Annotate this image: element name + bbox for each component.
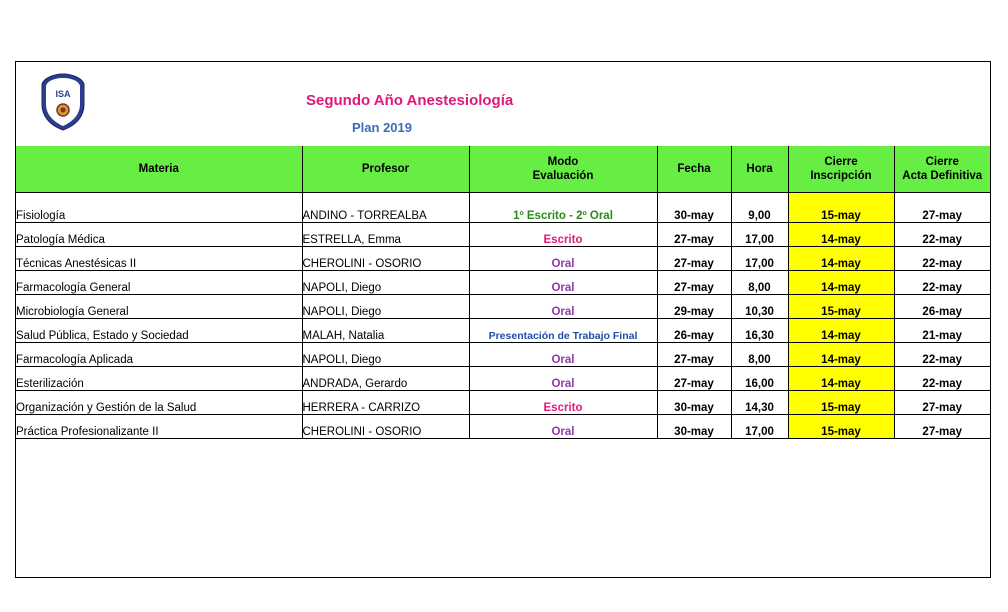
cell-hora: 17,00 [731, 223, 788, 247]
cell-cierre-inscripcion: 14-may [788, 223, 894, 247]
cell-cierre-acta: 27-may [894, 391, 990, 415]
cell-cierre-inscripcion: 15-may [788, 391, 894, 415]
cell-fecha: 27-may [657, 343, 731, 367]
cell-hora: 14,30 [731, 391, 788, 415]
cell-materia: Organización y Gestión de la Salud [16, 391, 302, 415]
cell-fecha: 30-may [657, 415, 731, 439]
column-header-materia: Materia [16, 146, 302, 193]
cell-profesor: ANDINO - TORREALBA [302, 193, 469, 223]
cell-hora: 17,00 [731, 415, 788, 439]
plan-subtitle: Plan 2019 [352, 120, 412, 135]
cell-cierre-acta: 22-may [894, 343, 990, 367]
cell-materia: Patología Médica [16, 223, 302, 247]
table-row [16, 193, 990, 223]
cell-fecha: 30-may [657, 391, 731, 415]
cell-modo-evaluacion: Escrito [469, 223, 657, 247]
cell-cierre-inscripcion: 15-may [788, 193, 894, 223]
cell-materia: Farmacología General [16, 271, 302, 295]
table-row [16, 319, 990, 343]
cell-cierre-inscripcion: 15-may [788, 295, 894, 319]
column-header-cierre-inscripcion: Cierre Inscripción [788, 146, 894, 193]
cell-fecha: 26-may [657, 319, 731, 343]
cell-modo-evaluacion: Oral [469, 343, 657, 367]
cell-cierre-acta: 27-may [894, 415, 990, 439]
cell-cierre-acta: 22-may [894, 367, 990, 391]
cell-profesor: MALAH, Natalia [302, 319, 469, 343]
cell-modo-evaluacion: Oral [469, 247, 657, 271]
cell-materia: Salud Pública, Estado y Sociedad [16, 319, 302, 343]
cell-fecha: 29-may [657, 295, 731, 319]
table-row [16, 367, 990, 391]
cell-materia: Farmacología Aplicada [16, 343, 302, 367]
table-header-row [16, 146, 990, 193]
cell-cierre-acta: 26-may [894, 295, 990, 319]
institute-logo [40, 72, 86, 132]
cell-materia: Técnicas Anestésicas II [16, 247, 302, 271]
cell-cierre-acta: 22-may [894, 247, 990, 271]
table-row [16, 391, 990, 415]
cell-profesor: CHEROLINI - OSORIO [302, 247, 469, 271]
table-row [16, 295, 990, 319]
svg-text:ISA: ISA [55, 89, 71, 99]
cell-profesor: NAPOLI, Diego [302, 271, 469, 295]
cell-materia: Fisiología [16, 193, 302, 223]
cell-hora: 17,00 [731, 247, 788, 271]
cell-profesor: ANDRADA, Gerardo [302, 367, 469, 391]
cell-hora: 8,00 [731, 271, 788, 295]
cell-modo-evaluacion: Oral [469, 415, 657, 439]
cell-profesor: NAPOLI, Diego [302, 343, 469, 367]
cell-cierre-inscripcion: 14-may [788, 343, 894, 367]
cell-modo-evaluacion: Oral [469, 367, 657, 391]
cell-cierre-inscripcion: 15-may [788, 415, 894, 439]
cell-cierre-inscripcion: 14-may [788, 271, 894, 295]
column-header-cierre-acta: Cierre Acta Definitiva [894, 146, 990, 193]
cell-fecha: 30-may [657, 193, 731, 223]
cell-hora: 10,30 [731, 295, 788, 319]
cell-cierre-acta: 22-may [894, 223, 990, 247]
page-title: Segundo Año Anestesiología [306, 92, 514, 109]
cell-cierre-acta: 21-may [894, 319, 990, 343]
cell-materia: Práctica Profesionalizante II [16, 415, 302, 439]
cell-fecha: 27-may [657, 271, 731, 295]
cell-cierre-acta: 22-may [894, 271, 990, 295]
cell-profesor: NAPOLI, Diego [302, 295, 469, 319]
cell-modo-evaluacion: Oral [469, 271, 657, 295]
column-header-fecha: Fecha [657, 146, 731, 193]
cell-modo-evaluacion: 1º Escrito - 2º Oral [469, 193, 657, 223]
column-header-modo: Modo Evaluación [469, 146, 657, 193]
cell-profesor: ESTRELLA, Emma [302, 223, 469, 247]
cell-cierre-acta: 27-may [894, 193, 990, 223]
cell-modo-evaluacion: Oral [469, 295, 657, 319]
cell-profesor: HERRERA - CARRIZO [302, 391, 469, 415]
table-row [16, 247, 990, 271]
cell-fecha: 27-may [657, 223, 731, 247]
cell-fecha: 27-may [657, 247, 731, 271]
table-row [16, 415, 990, 439]
cell-hora: 8,00 [731, 343, 788, 367]
table-row [16, 223, 990, 247]
cell-cierre-inscripcion: 14-may [788, 367, 894, 391]
cell-hora: 16,00 [731, 367, 788, 391]
cell-fecha: 27-may [657, 367, 731, 391]
cell-materia: Microbiología General [16, 295, 302, 319]
column-header-hora: Hora [731, 146, 788, 193]
cell-cierre-inscripcion: 14-may [788, 319, 894, 343]
cell-cierre-inscripcion: 14-may [788, 247, 894, 271]
document-sheet [15, 61, 991, 578]
cell-materia: Esterilización [16, 367, 302, 391]
table-row [16, 271, 990, 295]
column-header-profesor: Profesor [302, 146, 469, 193]
cell-modo-evaluacion: Escrito [469, 391, 657, 415]
cell-profesor: CHEROLINI - OSORIO [302, 415, 469, 439]
exam-schedule-table [16, 146, 990, 439]
cell-modo-evaluacion: Presentación de Trabajo Final [469, 319, 657, 343]
table-row [16, 343, 990, 367]
cell-hora: 9,00 [731, 193, 788, 223]
cell-hora: 16,30 [731, 319, 788, 343]
